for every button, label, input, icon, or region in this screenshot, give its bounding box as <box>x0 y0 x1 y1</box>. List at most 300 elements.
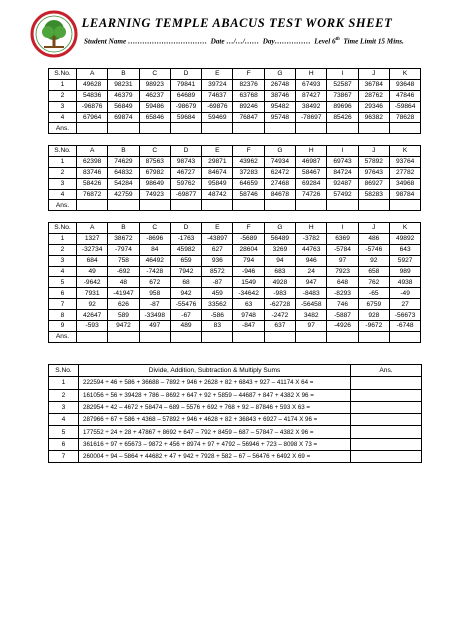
number-cell: 589 <box>108 310 139 321</box>
number-cell: 98923 <box>139 79 170 90</box>
row-number: 4 <box>49 189 77 200</box>
number-cell: 74726 <box>296 189 327 200</box>
number-cell: 54284 <box>108 178 139 189</box>
number-cell: 989 <box>389 266 420 277</box>
number-cell: 7931 <box>77 288 108 299</box>
number-cell: -5689 <box>233 233 264 244</box>
number-cell: 76847 <box>233 112 264 123</box>
number-cell: 96382 <box>358 112 389 123</box>
column-header: F <box>233 146 264 157</box>
number-cell: 98784 <box>389 189 420 200</box>
answer-cell[interactable] <box>358 331 389 342</box>
answer-cell[interactable] <box>233 123 264 134</box>
column-header: A <box>77 223 108 234</box>
number-cell: 58283 <box>358 189 389 200</box>
column-header: J <box>358 223 389 234</box>
number-cell: 8572 <box>202 266 233 277</box>
number-cell: 958 <box>139 288 170 299</box>
number-cell: 68 <box>170 277 201 288</box>
number-cell: -32734 <box>77 244 108 255</box>
answer-cell[interactable] <box>170 123 201 134</box>
table-row <box>49 178 421 189</box>
number-cell: 658 <box>358 266 389 277</box>
sum-number: 7 <box>49 451 79 463</box>
number-cell: 48742 <box>202 189 233 200</box>
number-cell: 84674 <box>202 167 233 178</box>
addition-table-2 <box>48 145 421 211</box>
number-cell: -87 <box>139 299 170 310</box>
number-cell: 38746 <box>264 90 295 101</box>
answer-cell[interactable] <box>202 331 233 342</box>
table-row <box>49 233 421 244</box>
column-header: E <box>202 146 233 157</box>
answer-row <box>49 331 421 342</box>
answer-cell[interactable] <box>170 331 201 342</box>
number-cell: -8483 <box>296 288 327 299</box>
number-cell: 38492 <box>296 101 327 112</box>
number-cell: -98679 <box>170 101 201 112</box>
number-cell: 95482 <box>264 101 295 112</box>
number-cell: 73867 <box>327 90 358 101</box>
sum-row <box>49 438 422 450</box>
row-number: 1 <box>49 233 77 244</box>
answer-cell[interactable] <box>264 331 295 342</box>
number-cell: 95849 <box>202 178 233 189</box>
sum-expression: 161056 ÷ 56 + 39428 + 786 – 8692 + 647 + 92 + 5859 – 44687 + 847 + 4382 X 96 = <box>79 389 351 401</box>
column-header: B <box>108 69 139 80</box>
column-header: B <box>108 223 139 234</box>
number-cell: 46727 <box>170 167 201 178</box>
table-row <box>49 112 421 123</box>
column-header: G <box>264 146 295 157</box>
number-cell: 5927 <box>389 255 420 266</box>
answer-cell[interactable] <box>233 331 264 342</box>
sum-number: 4 <box>49 414 79 426</box>
number-cell: 67964 <box>77 112 108 123</box>
number-cell: 63 <box>233 299 264 310</box>
number-cell: -1763 <box>170 233 201 244</box>
number-cell: 3482 <box>296 310 327 321</box>
number-cell: -3782 <box>296 233 327 244</box>
sums-title-header: Divide, Addition, Subtraction & Multiply Sums <box>79 365 351 377</box>
row-number: 2 <box>49 244 77 255</box>
number-cell: 74923 <box>139 189 170 200</box>
number-cell: 59469 <box>202 112 233 123</box>
answer-cell[interactable] <box>358 200 389 211</box>
answer-cell[interactable] <box>389 200 420 211</box>
number-cell: -67 <box>170 310 201 321</box>
row-number: 5 <box>49 277 77 288</box>
number-cell: 74934 <box>264 156 295 167</box>
number-cell: 627 <box>202 244 233 255</box>
number-cell: 36784 <box>358 79 389 90</box>
number-cell: 59762 <box>170 178 201 189</box>
number-cell: 7923 <box>327 266 358 277</box>
row-number: 2 <box>49 167 77 178</box>
sum-answer-cell[interactable] <box>351 389 422 401</box>
sum-number: 1 <box>49 377 79 389</box>
number-cell: 29871 <box>202 156 233 167</box>
number-cell: 74637 <box>202 90 233 101</box>
number-cell: 98743 <box>170 156 201 167</box>
number-cell: -593 <box>77 321 108 332</box>
number-cell: 27 <box>389 299 420 310</box>
answer-cell[interactable] <box>327 123 358 134</box>
day-label: Day…………… <box>262 37 311 46</box>
student-info-line <box>84 37 404 45</box>
answer-cell[interactable] <box>264 200 295 211</box>
number-cell: -2472 <box>264 310 295 321</box>
number-cell: 762 <box>358 277 389 288</box>
table-row <box>49 321 421 332</box>
table-row <box>49 79 421 90</box>
number-cell: 98231 <box>108 79 139 90</box>
number-cell: 28604 <box>233 244 264 255</box>
number-cell: 49 <box>77 266 108 277</box>
number-cell: 94 <box>264 255 295 266</box>
number-cell: -5784 <box>327 244 358 255</box>
sum-row <box>49 401 422 413</box>
table-header-row <box>49 69 421 80</box>
column-header: G <box>264 69 295 80</box>
number-cell: 4938 <box>389 277 420 288</box>
answer-cell[interactable] <box>170 200 201 211</box>
number-cell: 62398 <box>77 156 108 167</box>
number-cell: 28762 <box>358 90 389 101</box>
number-cell: 39724 <box>202 79 233 90</box>
number-cell: 9748 <box>233 310 264 321</box>
number-cell: 946 <box>296 255 327 266</box>
student-name-blank: …………………………… <box>127 37 207 46</box>
number-cell: 92487 <box>327 178 358 189</box>
number-cell: -56673 <box>389 310 420 321</box>
number-cell: 24 <box>296 266 327 277</box>
number-cell: -7974 <box>108 244 139 255</box>
sum-row <box>49 414 422 426</box>
table-row <box>49 167 421 178</box>
table-row <box>49 277 421 288</box>
answer-cell[interactable] <box>108 123 139 134</box>
row-number: 4 <box>49 112 77 123</box>
column-header: D <box>170 69 201 80</box>
column-header: C <box>139 223 170 234</box>
row-number: 2 <box>49 90 77 101</box>
column-header: H <box>296 69 327 80</box>
number-cell: 92 <box>77 299 108 310</box>
number-cell: 85426 <box>327 112 358 123</box>
answer-cell[interactable] <box>202 123 233 134</box>
column-header: E <box>202 223 233 234</box>
mixed-sums-table <box>48 364 422 463</box>
number-cell: -5887 <box>327 310 358 321</box>
sno-header: S.No. <box>49 146 77 157</box>
number-cell: 486 <box>358 233 389 244</box>
number-cell: 746 <box>327 299 358 310</box>
number-cell: 9472 <box>108 321 139 332</box>
number-cell: 49892 <box>389 233 420 244</box>
number-cell: 78628 <box>389 112 420 123</box>
column-header: A <box>77 69 108 80</box>
answer-label: Ans. <box>49 200 77 211</box>
answer-row <box>49 200 421 211</box>
number-cell: 67982 <box>139 167 170 178</box>
answer-cell[interactable] <box>202 200 233 211</box>
sum-expression: 361616 ÷ 97 + 65673 – 9872 + 456 + 8974 + 97 + 4792 – 56946 + 723 – 8098 X 73 = <box>79 438 351 450</box>
sum-row <box>49 389 422 401</box>
number-cell: -34642 <box>233 288 264 299</box>
number-cell: -69876 <box>202 101 233 112</box>
number-cell: 64659 <box>233 178 264 189</box>
answer-cell[interactable] <box>139 331 170 342</box>
sums-ans-header: Ans. <box>351 365 422 377</box>
number-cell: -586 <box>202 310 233 321</box>
number-cell: 46379 <box>108 90 139 101</box>
number-cell: 65846 <box>139 112 170 123</box>
number-cell: 59486 <box>139 101 170 112</box>
addition-table-1 <box>48 68 421 134</box>
sum-row <box>49 377 422 389</box>
number-cell: 44763 <box>296 244 327 255</box>
number-cell: 93764 <box>389 156 420 167</box>
number-cell: -8696 <box>139 233 170 244</box>
number-cell: 46237 <box>139 90 170 101</box>
column-header: J <box>358 146 389 157</box>
number-cell: 97 <box>296 321 327 332</box>
number-cell: 33562 <box>202 299 233 310</box>
answer-cell[interactable] <box>389 331 420 342</box>
answer-cell[interactable] <box>358 123 389 134</box>
number-cell: -8293 <box>327 288 358 299</box>
sum-expression: 260004 ÷ 94 – 5864 + 44682 + 47 + 942 + 7928 + 582 – 67 – 56476 + 6492 X 69 = <box>79 451 351 463</box>
number-cell: 95748 <box>264 112 295 123</box>
number-cell: -56458 <box>296 299 327 310</box>
number-cell: 46987 <box>296 156 327 167</box>
number-cell: 6369 <box>327 233 358 244</box>
number-cell: 26748 <box>264 79 295 90</box>
number-cell: 489 <box>170 321 201 332</box>
number-cell: 29346 <box>358 101 389 112</box>
number-cell: 47846 <box>389 90 420 101</box>
column-header: D <box>170 146 201 157</box>
answer-cell[interactable] <box>296 123 327 134</box>
row-number: 6 <box>49 288 77 299</box>
number-cell: 63768 <box>233 90 264 101</box>
number-cell: -6748 <box>389 321 420 332</box>
sum-answer-cell[interactable] <box>351 377 422 389</box>
row-number: 3 <box>49 255 77 266</box>
sum-expression: 222594 ÷ 46 + 586 + 36688 – 7892 + 946 + 2628 + 82 + 6843 + 927 – 41174 X 64 = <box>79 377 351 389</box>
number-cell: 83 <box>202 321 233 332</box>
column-header: H <box>296 146 327 157</box>
number-cell: 56489 <box>264 233 295 244</box>
number-cell: -78697 <box>296 112 327 123</box>
answer-cell[interactable] <box>77 331 108 342</box>
number-cell: 89696 <box>327 101 358 112</box>
number-cell: -9672 <box>358 321 389 332</box>
number-cell: 38672 <box>108 233 139 244</box>
answer-cell[interactable] <box>327 331 358 342</box>
number-cell: 928 <box>358 310 389 321</box>
sum-answer-cell[interactable] <box>351 401 422 413</box>
answer-cell[interactable] <box>327 200 358 211</box>
sum-answer-cell[interactable] <box>351 451 422 463</box>
table-header-row <box>49 146 421 157</box>
number-cell: 45982 <box>170 244 201 255</box>
number-cell: 57492 <box>327 189 358 200</box>
number-cell: 76872 <box>77 189 108 200</box>
sum-number: 5 <box>49 426 79 438</box>
number-cell: 683 <box>264 266 295 277</box>
number-cell: 84 <box>139 244 170 255</box>
column-header: B <box>108 146 139 157</box>
number-cell: 74629 <box>108 156 139 167</box>
column-header: K <box>389 69 420 80</box>
number-cell: 64689 <box>170 90 201 101</box>
answer-cell[interactable] <box>296 200 327 211</box>
answer-cell[interactable] <box>77 200 108 211</box>
number-cell: 459 <box>202 288 233 299</box>
sums-header-row <box>49 365 422 377</box>
sum-row <box>49 426 422 438</box>
worksheet-title: LEARNING TEMPLE ABACUS TEST WORK SHEET <box>81 16 393 30</box>
number-cell: 86927 <box>358 178 389 189</box>
level-suffix: th <box>335 37 340 42</box>
answer-cell[interactable] <box>77 123 108 134</box>
logo-tree-trunk <box>53 36 56 46</box>
number-cell: 97 <box>327 255 358 266</box>
column-header: I <box>327 223 358 234</box>
number-cell: 84724 <box>327 167 358 178</box>
column-header: E <box>202 69 233 80</box>
table-row <box>49 101 421 112</box>
column-header: A <box>77 146 108 157</box>
sum-row <box>49 451 422 463</box>
sum-number: 2 <box>49 389 79 401</box>
row-number: 8 <box>49 310 77 321</box>
number-cell: 648 <box>327 277 358 288</box>
number-cell: -5746 <box>358 244 389 255</box>
sno-header: S.No. <box>49 69 77 80</box>
answer-cell[interactable] <box>233 200 264 211</box>
number-cell: 497 <box>139 321 170 332</box>
column-header: I <box>327 69 358 80</box>
table-row <box>49 255 421 266</box>
table-row <box>49 90 421 101</box>
number-cell: -96876 <box>77 101 108 112</box>
number-cell: 3269 <box>264 244 295 255</box>
answer-cell[interactable] <box>108 200 139 211</box>
sno-header: S.No. <box>49 223 77 234</box>
sum-expression: 287966 ÷ 67 + 586 + 4368 – 57892 + 946 + 4628 + 82 + 36843 + 6927 – 4174 X 96 = <box>79 414 351 426</box>
number-cell: 87427 <box>296 90 327 101</box>
sum-expression: 282954 ÷ 42 – 4672 + 58474 – 689 – 5576 + 692 + 768 + 92 – 87846 + 593 X 63 = <box>79 401 351 413</box>
column-header: J <box>358 69 389 80</box>
number-cell: 84678 <box>264 189 295 200</box>
number-cell: -7428 <box>139 266 170 277</box>
table-row <box>49 189 421 200</box>
number-cell: 97643 <box>358 167 389 178</box>
number-cell: -41947 <box>108 288 139 299</box>
number-cell: -692 <box>108 266 139 277</box>
answer-cell[interactable] <box>108 331 139 342</box>
column-header: F <box>233 223 264 234</box>
number-cell: 69874 <box>108 112 139 123</box>
number-cell: 947 <box>296 277 327 288</box>
sum-number: 3 <box>49 401 79 413</box>
number-cell: 79841 <box>170 79 201 90</box>
number-cell: 57892 <box>358 156 389 167</box>
answer-cell[interactable] <box>389 123 420 134</box>
number-cell: -87 <box>202 277 233 288</box>
number-cell: 27782 <box>389 167 420 178</box>
column-header: H <box>296 223 327 234</box>
sum-answer-cell[interactable] <box>351 414 422 426</box>
column-header: D <box>170 223 201 234</box>
number-cell: -62728 <box>264 299 295 310</box>
answer-cell[interactable] <box>264 123 295 134</box>
row-number: 3 <box>49 101 77 112</box>
number-cell: -9642 <box>77 277 108 288</box>
number-cell: 37283 <box>233 167 264 178</box>
number-cell: 27468 <box>264 178 295 189</box>
number-cell: 659 <box>170 255 201 266</box>
number-cell: -983 <box>264 288 295 299</box>
number-cell: 46492 <box>139 255 170 266</box>
number-cell: 98649 <box>139 178 170 189</box>
number-cell: 87563 <box>139 156 170 167</box>
number-cell: 92 <box>358 255 389 266</box>
number-cell: 69284 <box>296 178 327 189</box>
table-row <box>49 156 421 167</box>
answer-row <box>49 123 421 134</box>
number-cell: 1327 <box>77 233 108 244</box>
student-name-label: Student Name <box>84 37 127 46</box>
number-cell: 52587 <box>327 79 358 90</box>
number-cell: -946 <box>233 266 264 277</box>
number-cell: 1549 <box>233 277 264 288</box>
number-cell: 58467 <box>296 167 327 178</box>
table-header-row <box>49 223 421 234</box>
row-number: 3 <box>49 178 77 189</box>
number-cell: 684 <box>77 255 108 266</box>
number-cell: 4928 <box>264 277 295 288</box>
answer-label: Ans. <box>49 123 77 134</box>
column-header: K <box>389 223 420 234</box>
column-header: F <box>233 69 264 80</box>
number-cell: 83746 <box>77 167 108 178</box>
sum-answer-cell[interactable] <box>351 426 422 438</box>
number-cell: 67493 <box>296 79 327 90</box>
addition-table-3 <box>48 222 421 343</box>
number-cell: 6759 <box>358 299 389 310</box>
number-cell: -43897 <box>202 233 233 244</box>
number-cell: 936 <box>202 255 233 266</box>
sum-answer-cell[interactable] <box>351 438 422 450</box>
number-cell: 626 <box>108 299 139 310</box>
row-number: 9 <box>49 321 77 332</box>
answer-cell[interactable] <box>139 200 170 211</box>
number-cell: -55476 <box>170 299 201 310</box>
number-cell: 643 <box>389 244 420 255</box>
row-number: 7 <box>49 299 77 310</box>
row-number: 4 <box>49 266 77 277</box>
answer-cell[interactable] <box>139 123 170 134</box>
column-header: C <box>139 146 170 157</box>
answer-cell[interactable] <box>296 331 327 342</box>
table-row <box>49 299 421 310</box>
time-limit: Time Limit 15 Mins. <box>343 37 404 46</box>
number-cell: 758 <box>108 255 139 266</box>
